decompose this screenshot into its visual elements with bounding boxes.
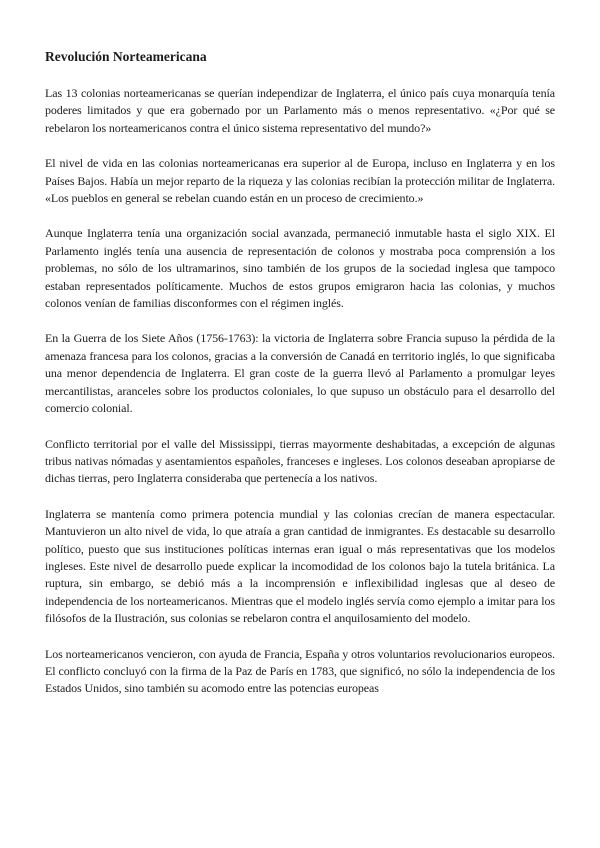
paragraph-4: En la Guerra de los Siete Años (1756-1763): la victoria de Inglaterra sobre Francia supuso la pérdida de la amenaza francesa para los colonos, gracias a la conversión de Canadá en territorio inglés, lo que significaba una menor dependencia de Inglaterra. El gran coste de la guerra llevó al Parlamento a promulgar leyes mercantilistas, aranceles sobre los productos coloniales, lo que supuso un obstáculo para el desarrollo del comercio colonial.: [45, 331, 555, 416]
paragraph-7: Los norteamericanos vencieron, con ayuda de Francia, España y otros voluntarios revolucionarios europeos. El conflicto concluyó con la firma de la Paz de París en 1783, que significó, no sólo la independencia de los Estados Unidos, sino también su acomodo entre las potencias europeas: [45, 646, 555, 696]
paragraph-3: Aunque Inglaterra tenía una organización social avanzada, permaneció inmutable hasta el siglo XIX. El Parlamento inglés tenía una ausencia de representación de colonos y mostraba poca comprensión a los problemas, no sólo de los ultramarinos, sino también de los grupos de la sociedad inglesa que tampoco estaban representados políticamente. Muchos de estos grupos emigraron hacia las colonias, y muchos colonos venían de familias disconformes con el régimen inglés.: [45, 226, 555, 311]
paragraph-2: El nivel de vida en las colonias norteamericanas era superior al de Europa, incluso en Inglaterra y en los Países Bajos. Había un mejor reparto de la riqueza y las colonias recibían la protección militar de Inglaterra. «Los pueblos en general se rebelan cuando están en un proceso de crecimiento.»: [45, 156, 555, 206]
paragraph-6: Inglaterra se mantenía como primera potencia mundial y las colonias crecían de manera espectacular. Mantuvieron un alto nivel de vida, lo que atraía a gran cantidad de inmigrantes. Es destacable su desarrollo político, puesto que sus instituciones políticas internas eran igual o más representativas que los modelos ingleses. Este nivel de desarrollo puede explicar la incomodidad de los colonos bajo la tutela británica. La ruptura, sin embargo, se debió más a la incomprensión e inflexibilidad inglesas que al deseo de independencia de los norteamericanos. Mientras que el modelo inglés servía como ejemplo a imitar para los filósofos de la Ilustración, sus colonias se rebelaron contra el anquilosamiento del modelo.: [45, 506, 555, 626]
paragraph-5: Conflicto territorial por el valle del Mississippi, tierras mayormente deshabitadas, a excepción de algunas tribus nativas nómadas y asentamientos españoles, franceses e ingleses. Los colonos deseaban apropiarse de dichas tierras, pero Inglaterra consideraba que pertenecía a los nativos.: [45, 436, 555, 486]
paragraph-1: Las 13 colonias norteamericanas se querían independizar de Inglaterra, el único país cuya monarquía tenía poderes limitados y que era gobernado por un Parlamento más o menos representativo. «¿Por qué se rebelaron los norteamericanos contra el único sistema representativo del mundo?»: [45, 86, 555, 135]
document-title: Revolución Norteamericana: [45, 49, 207, 64]
